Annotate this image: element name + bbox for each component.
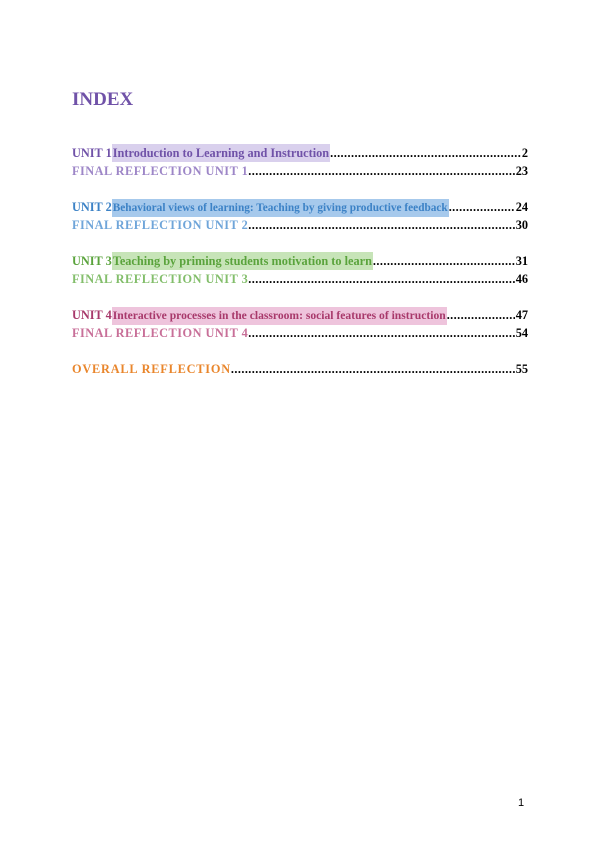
- dot-leader: [248, 270, 514, 288]
- toc-entry-prefix: UNIT 1: [72, 146, 112, 160]
- toc-page-number: 2: [521, 146, 528, 160]
- toc-entry-reflection-2[interactable]: [72, 216, 528, 234]
- toc-page-number: 46: [515, 272, 528, 286]
- toc-entry-unit-4[interactable]: [72, 306, 528, 324]
- dot-leader: [447, 306, 515, 324]
- toc-entry-reflection-3[interactable]: [72, 270, 528, 288]
- toc-entry-overall-reflection[interactable]: [72, 360, 528, 378]
- dot-leader: [373, 252, 515, 270]
- toc-entry-reflection-4[interactable]: [72, 324, 528, 342]
- toc-entry-reflection-1[interactable]: [72, 162, 528, 180]
- dot-leader: [248, 324, 514, 342]
- toc-page-number: 31: [515, 254, 528, 268]
- dot-leader: [449, 198, 515, 216]
- dot-leader: [231, 360, 515, 378]
- toc-page-number: 47: [515, 308, 528, 322]
- toc-entry-unit-3[interactable]: [72, 252, 528, 270]
- toc-entry-unit-1[interactable]: [72, 144, 528, 162]
- dot-leader: [248, 162, 514, 180]
- toc-page-number: 54: [515, 326, 528, 340]
- toc-entry-title: Behavioral views of learning: Teaching by giving productive feedback: [112, 199, 449, 217]
- toc-entry-title: Interactive processes in the classroom: social features of instruction: [112, 307, 447, 325]
- toc-entry-unit-2[interactable]: [72, 198, 528, 216]
- toc-entry-prefix: FINAL REFLECTION UNIT 3: [72, 272, 249, 286]
- toc-entry-prefix: FINAL REFLECTION UNIT 4: [72, 326, 249, 340]
- toc-page-number: 23: [515, 164, 528, 178]
- toc-entry-prefix: UNIT 4: [72, 308, 112, 322]
- toc-page-number: 30: [515, 218, 528, 232]
- toc-entry-prefix: FINAL REFLECTION UNIT 1: [72, 164, 249, 178]
- toc-page-number: 55: [515, 362, 528, 376]
- footer-page-number: 1: [518, 797, 525, 809]
- toc-entry-prefix: OVERALL REFLECTION: [72, 362, 231, 376]
- toc-entry-prefix: UNIT 2: [72, 200, 112, 214]
- dot-leader: [330, 144, 521, 162]
- dot-leader: [248, 216, 514, 234]
- toc-entry-title: Teaching by priming students motivation to learn: [112, 254, 372, 268]
- toc-entry-prefix: FINAL REFLECTION UNIT 2: [72, 218, 249, 232]
- toc-page-number: 24: [515, 200, 528, 214]
- table-of-contents: [72, 144, 528, 378]
- page-title: INDEX: [72, 89, 134, 110]
- toc-entry-prefix: UNIT 3: [72, 254, 112, 268]
- toc-entry-title: Introduction to Learning and Instruction: [112, 146, 330, 160]
